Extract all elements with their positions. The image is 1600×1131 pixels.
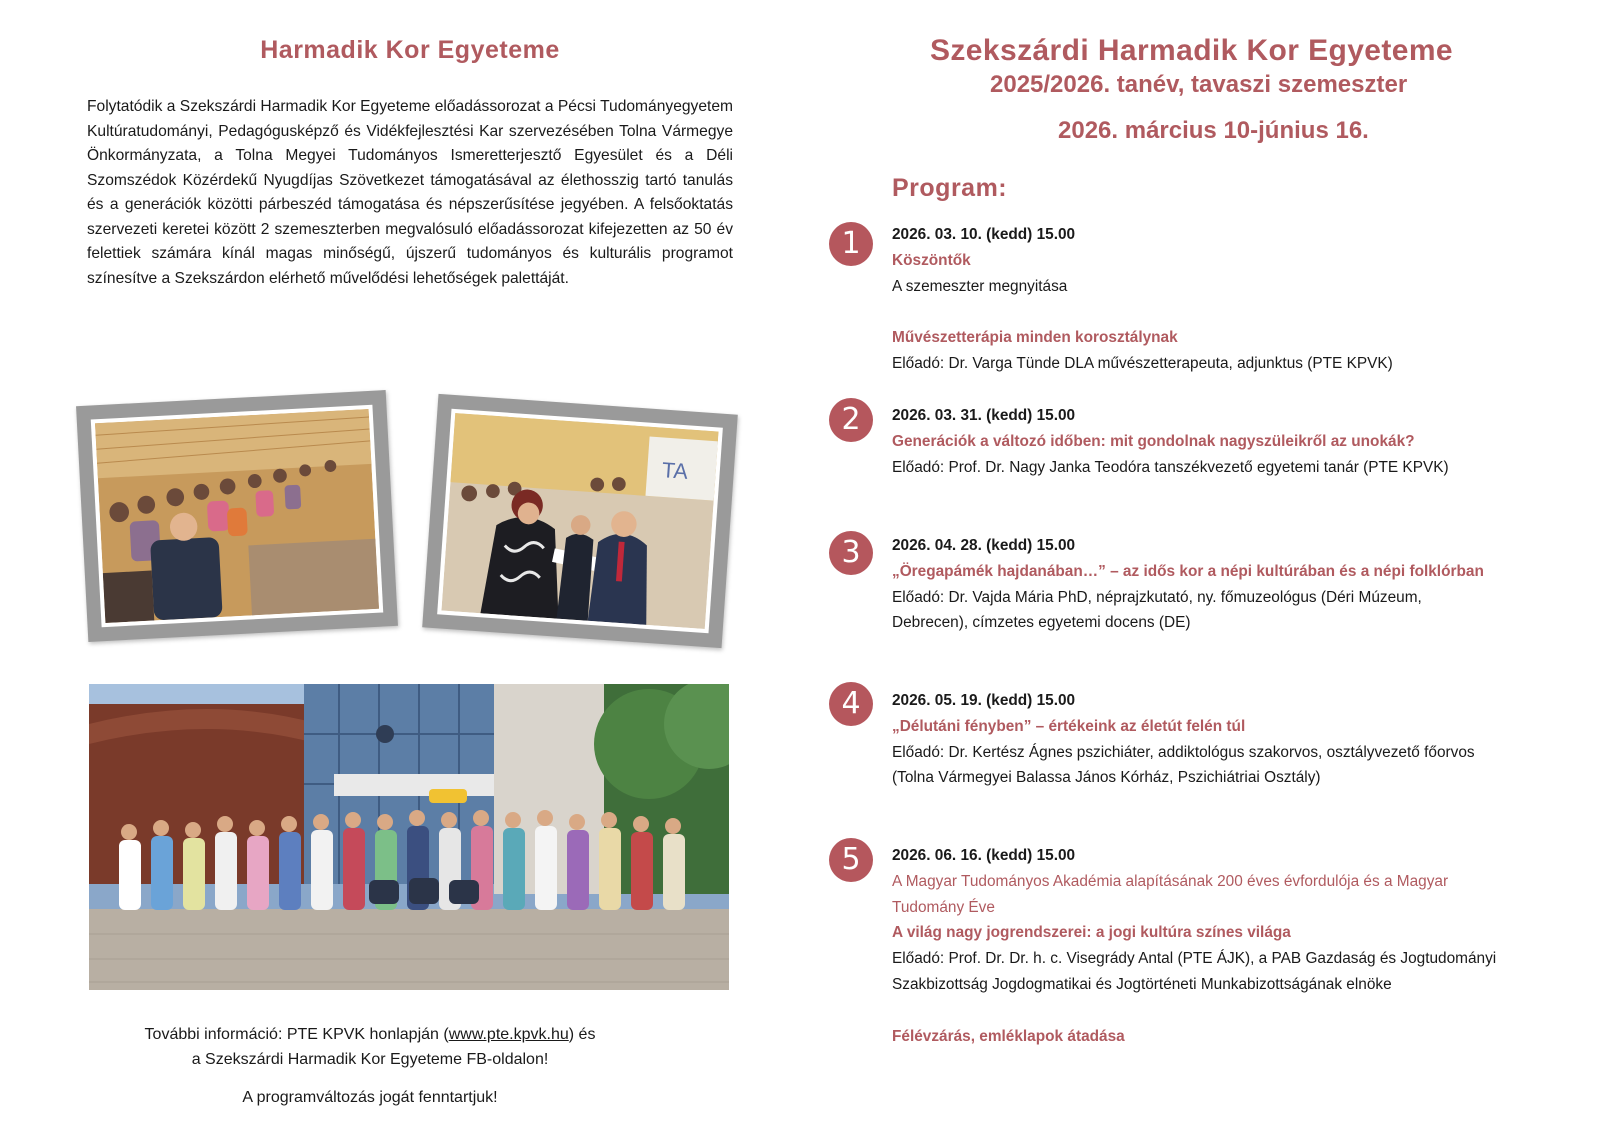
event-1-speaker: Előadó: Dr. Varga Tünde DLA művészetterapeuta, adjunktus (PTE KPVK) xyxy=(892,354,1393,372)
event-5-speaker-line1: Előadó: Prof. Dr. Dr. h. c. Visegrády Antal (PTE ÁJK), a PAB Gazdaság és Jogtudományi xyxy=(892,950,1497,968)
event-2-title: Generációk a változó időben: mit gondolnak nagyszüleikről az unokák? xyxy=(892,432,1415,450)
photo-lecture-audience xyxy=(76,390,398,642)
event-1-lecture-title: Művészetterápia minden korosztálynak xyxy=(892,329,1178,347)
semester-subtitle: 2025/2026. tanév, tavaszi szemeszter xyxy=(990,71,1408,98)
intro-paragraph: Folytatódik a Szekszárdi Harmadik Kor Egyeteme előadássorozat a Pécsi Tudományegyetem Kultúratudományi, Pedagógusképző és Vidékfejlesztési Kar szervezésében Tolna Vármegye Önkormányzata, a Tolna Megyei Tudományos Ismeretterjesztő Egyesület és a Déli Szomszédok Közérdekű Nyugdíjas Szövetkezet támogatásával az élethosszig tartó tanulás és a generációk közötti párbeszéd támogatása és népszerűsítése jegyében. A felsőoktatás szervezeti keretei között 2 szemeszterben megvalósuló előadássorozat kifejezetten az 50 év felettiek számára kínál magas minőségű, újszerű tudományos és kulturális programot színesítve a Szekszárdon elérhető művelődési lehetőségek palettáját. xyxy=(87,98,733,287)
event-4-number-badge: 4 xyxy=(829,682,873,726)
event-3 xyxy=(892,533,1582,636)
certificate-handover-image xyxy=(441,413,718,629)
event-5-subtitle-line1: A Magyar Tudományos Akadémia alapításának 200 éves évfordulója és a Magyar xyxy=(892,872,1449,890)
footer-info-line2: a Szekszárdi Harmadik Kor Egyeteme FB-oldalon! xyxy=(191,1050,549,1068)
event-2-speaker: Előadó: Prof. Dr. Nagy Janka Teodóra tanszékvezető egyetemi tanár (PTE KPVK) xyxy=(892,458,1449,476)
program-heading: Program: xyxy=(892,174,1008,202)
group-photo-image xyxy=(89,684,729,990)
event-5-title: A világ nagy jogrendszerei: a jogi kultúra színes világa xyxy=(892,924,1291,942)
event-4-title: „Délutáni fényben” – értékeink az életút felén túl xyxy=(892,717,1246,735)
footer-info xyxy=(90,1023,650,1072)
semester-dates: 2026. március 10-június 16. xyxy=(1058,117,1369,144)
event-5-number-badge: 5 xyxy=(829,838,873,882)
event-3-date: 2026. 04. 28. (kedd) 15.00 xyxy=(892,537,1076,554)
event-2 xyxy=(892,403,1582,480)
right-title xyxy=(870,34,1600,68)
event-1-title: Köszöntők xyxy=(892,251,971,269)
event-5-date: 2026. 06. 16. (kedd) 15.00 xyxy=(892,847,1076,864)
event-5-subtitle-line2: Tudomány Éve xyxy=(892,898,995,916)
event-4-speaker-line2: (Tolna Vármegyei Balassa János Kórház, Pszichiátriai Osztály) xyxy=(892,769,1321,787)
event-5-closing: Félévzárás, emléklapok átadása xyxy=(892,1027,1125,1045)
event-2-date: 2026. 03. 31. (kedd) 15.00 xyxy=(892,407,1076,424)
event-1 xyxy=(892,222,1582,377)
event-2-number-badge: 2 xyxy=(829,398,873,442)
event-5 xyxy=(892,843,1582,1049)
footer-note: A programváltozás jogát fenntartjuk! xyxy=(242,1089,498,1106)
event-3-speaker-line1: Előadó: Dr. Vajda Mária PhD, néprajzkutató, ny. főmuzeológus (Déri Múzeum, xyxy=(892,588,1422,606)
event-3-speaker-line2: Debrecen), címzetes egyetemi docens (DE) xyxy=(892,614,1191,632)
event-4-date: 2026. 05. 19. (kedd) 15.00 xyxy=(892,692,1076,709)
right-title-text: Szekszárdi Harmadik Kor Egyeteme xyxy=(930,34,1454,67)
event-5-speaker-line2: Szakbizottság Jogdogmatikai és Jogtörténeti Munkabizottságának elnöke xyxy=(892,975,1392,993)
svg-text:TA: TA xyxy=(661,457,689,484)
event-4 xyxy=(892,688,1582,791)
event-1-date: 2026. 03. 10. (kedd) 15.00 xyxy=(892,226,1076,243)
lecture-audience-image xyxy=(95,409,379,623)
footer-info-prefix: További információ: PTE KPVK honlapján ( xyxy=(144,1026,449,1043)
event-1-number-badge: 1 xyxy=(829,222,873,266)
photo-group-outside-building xyxy=(89,684,729,990)
event-1-description: A szemeszter megnyitása xyxy=(892,277,1068,295)
website-link[interactable]: www.pte.kpvk.hu xyxy=(448,1026,569,1043)
event-4-speaker-line1: Előadó: Dr. Kertész Ágnes pszichiáter, addiktológus szakorvos, osztályvezető főorvos xyxy=(892,743,1475,761)
event-3-title: „Öregapámék hajdanában…” – az idős kor a népi kultúrában és a népi folklórban xyxy=(892,562,1484,580)
footer-info-suffix: ) és xyxy=(568,1026,596,1043)
photo-certificate-handover xyxy=(422,394,738,648)
event-3-number-badge: 3 xyxy=(829,531,873,575)
left-title: Harmadik Kor Egyeteme xyxy=(260,36,560,64)
